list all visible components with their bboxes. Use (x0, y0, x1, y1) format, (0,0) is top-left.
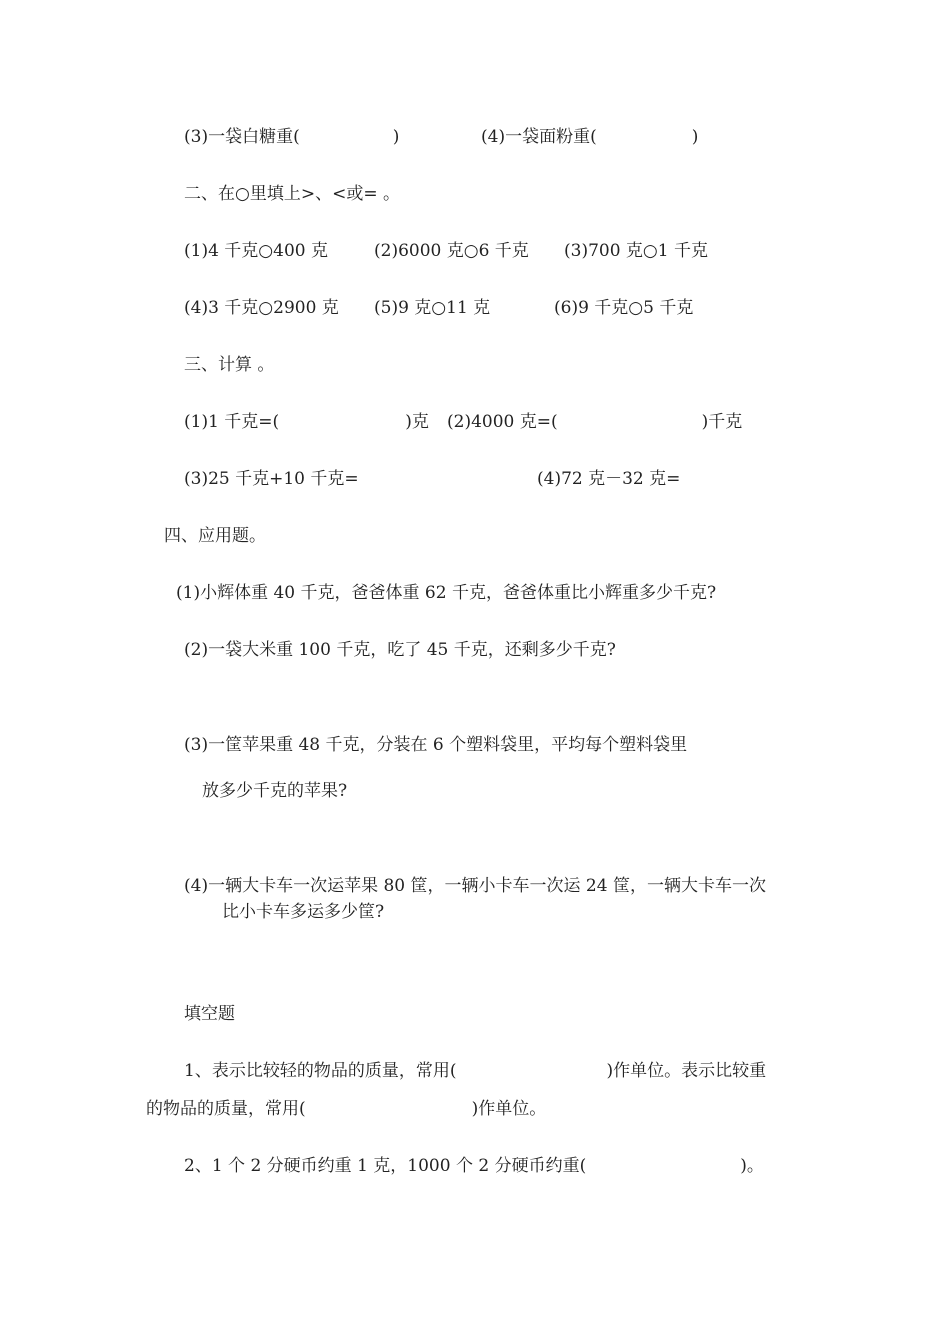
fill-in-title: 填空题 (184, 1004, 235, 1024)
section-2-title: 二、在○里填上>、<或= 。 (184, 184, 400, 204)
section-4-title: 四、应用题。 (164, 526, 266, 546)
word-problem-4-line-2: 比小卡车多运多少筐? (222, 902, 385, 922)
calc-item-2: (2)4000 克=( )千克 (447, 412, 743, 432)
calc-item-1: (1)1 千克=( )克 (184, 412, 429, 432)
compare-item-1: (1)4 千克○400 克 (184, 241, 328, 261)
q1-3-label: (3)一袋白糖重( (184, 127, 300, 147)
word-problem-3-line-1: (3)一筐苹果重 48 千克，分装在 6 个塑料袋里，平均每个塑料袋里 (184, 735, 688, 755)
compare-item-6: (6)9 千克○5 千克 (554, 298, 694, 318)
fill-in-2: 2、1 个 2 分硬币约重 1 克，1000 个 2 分硬币约重( )。 (184, 1156, 764, 1176)
word-problem-4-line-1: (4)一辆大卡车一次运苹果 80 筐，一辆小卡车一次运 24 筐，一辆大卡车一次 (184, 876, 766, 896)
compare-item-3: (3)700 克○1 千克 (564, 241, 708, 261)
calc-item-3: (3)25 千克+10 千克= (184, 469, 359, 489)
word-problem-2: (2)一袋大米重 100 千克，吃了 45 千克，还剩多少千克? (184, 640, 616, 660)
section-3-title: 三、计算 。 (184, 355, 275, 375)
question-1-4: (4)一袋面粉重( ) (481, 127, 699, 147)
calc-item-4: (4)72 克－32 克= (537, 469, 681, 489)
compare-item-2: (2)6000 克○6 千克 (374, 241, 529, 261)
compare-item-5: (5)9 克○11 克 (374, 298, 491, 318)
q1-4-label: (4)一袋面粉重( (481, 127, 597, 147)
fill-in-1-line-2: 的物品的质量，常用( )作单位。 (146, 1099, 547, 1119)
fill-in-1-line-1: 1、表示比较轻的物品的质量，常用( )作单位。表示比较重 (184, 1061, 767, 1081)
word-problem-3-line-2: 放多少千克的苹果? (202, 781, 348, 801)
question-1-3: (3)一袋白糖重( ) (184, 127, 400, 147)
compare-item-4: (4)3 千克○2900 克 (184, 298, 339, 318)
word-problem-1: (1)小辉体重 40 千克，爸爸体重 62 千克，爸爸体重比小辉重多少千克? (176, 583, 717, 603)
